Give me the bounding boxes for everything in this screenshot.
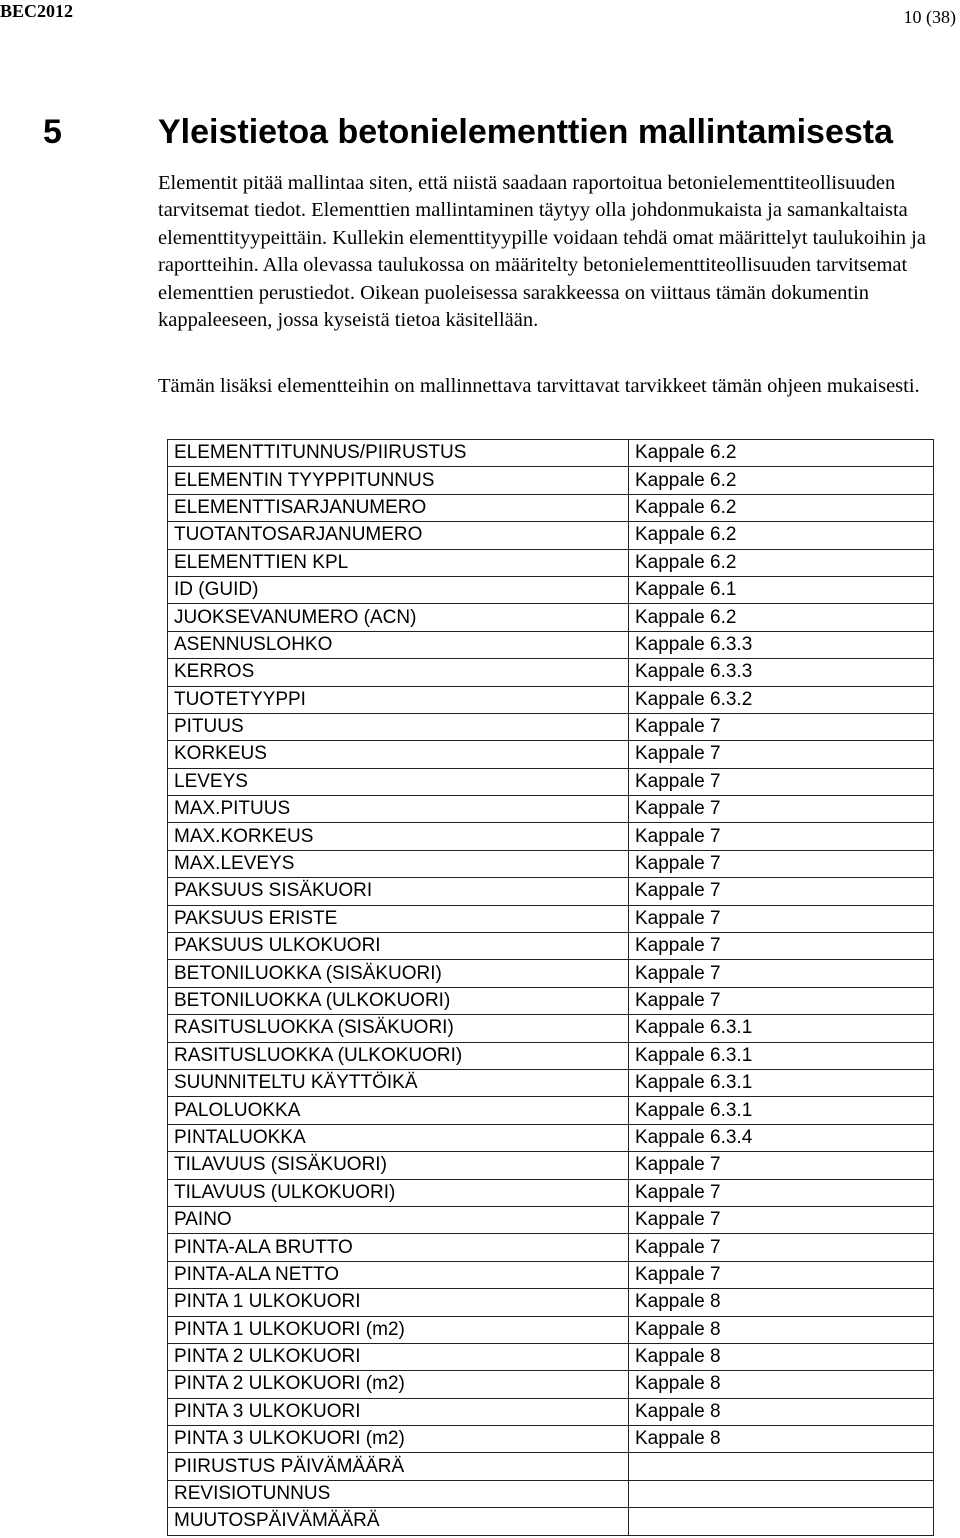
property-name-cell: BETONILUOKKA (ULKOKUORI) (168, 987, 629, 1014)
chapter-reference-cell (629, 1508, 934, 1535)
chapter-reference-cell: Kappale 7 (629, 823, 934, 850)
chapter-reference-cell: Kappale 6.2 (629, 440, 934, 467)
chapter-reference-cell: Kappale 7 (629, 1206, 934, 1233)
chapter-reference-cell: Kappale 7 (629, 933, 934, 960)
chapter-reference-cell: Kappale 8 (629, 1426, 934, 1453)
chapter-reference-cell: Kappale 7 (629, 1152, 934, 1179)
property-name-cell: TILAVUUS (SISÄKUORI) (168, 1152, 629, 1179)
property-name-cell: PAKSUUS ULKOKUORI (168, 933, 629, 960)
table-row (168, 576, 934, 603)
property-name-cell: PINTA 2 ULKOKUORI (168, 1343, 629, 1370)
table-row (168, 1124, 934, 1151)
property-name-cell: JUOKSEVANUMERO (ACN) (168, 604, 629, 631)
property-name-cell: MAX.PITUUS (168, 796, 629, 823)
table-row (168, 522, 934, 549)
table-row (168, 440, 934, 467)
table-row (168, 741, 934, 768)
property-name-cell: PINTALUOKKA (168, 1124, 629, 1151)
table-row (168, 1069, 934, 1096)
table-row (168, 631, 934, 658)
table-row (168, 549, 934, 576)
table-row (168, 686, 934, 713)
property-name-cell: TUOTETYYPPI (168, 686, 629, 713)
table-row (168, 1289, 934, 1316)
property-name-cell: SUUNNITELTU KÄYTTÖIKÄ (168, 1069, 629, 1096)
chapter-reference-cell: Kappale 7 (629, 960, 934, 987)
table-row (168, 1508, 934, 1535)
property-name-cell: PAKSUUS ERISTE (168, 905, 629, 932)
property-name-cell: MAX.KORKEUS (168, 823, 629, 850)
accessories-paragraph: Tämän lisäksi elementteihin on mallinnettava tarvittavat tarvikkeet tämän ohjeen mukaisesti. (158, 375, 920, 397)
property-name-cell: TILAVUUS (ULKOKUORI) (168, 1179, 629, 1206)
table-row (168, 1343, 934, 1370)
table-row (168, 796, 934, 823)
chapter-reference-cell: Kappale 7 (629, 987, 934, 1014)
property-name-cell: PINTA 3 ULKOKUORI (168, 1398, 629, 1425)
chapter-reference-cell: Kappale 7 (629, 768, 934, 795)
property-name-cell: MAX.LEVEYS (168, 850, 629, 877)
table-row (168, 1042, 934, 1069)
chapter-reference-cell: Kappale 6.2 (629, 467, 934, 494)
table-row (168, 960, 934, 987)
table-row (168, 768, 934, 795)
property-name-cell: ASENNUSLOHKO (168, 631, 629, 658)
table-row (168, 878, 934, 905)
property-name-cell: ID (GUID) (168, 576, 629, 603)
property-name-cell: MUUTOSPÄIVÄMÄÄRÄ (168, 1508, 629, 1535)
table-row (168, 1480, 934, 1507)
property-name-cell: KORKEUS (168, 741, 629, 768)
property-name-cell: ELEMENTTIEN KPL (168, 549, 629, 576)
chapter-reference-cell: Kappale 7 (629, 1261, 934, 1288)
property-name-cell: PALOLUOKKA (168, 1097, 629, 1124)
chapter-reference-cell: Kappale 8 (629, 1371, 934, 1398)
table-row (168, 1316, 934, 1343)
property-name-cell: TUOTANTOSARJANUMERO (168, 522, 629, 549)
chapter-reference-cell: Kappale 6.1 (629, 576, 934, 603)
property-name-cell: ELEMENTTITUNNUS/PIIRUSTUS (168, 440, 629, 467)
property-name-cell: LEVEYS (168, 768, 629, 795)
chapter-reference-cell: Kappale 8 (629, 1343, 934, 1370)
table-row (168, 1261, 934, 1288)
table-row (168, 1152, 934, 1179)
chapter-reference-cell: Kappale 6.3.1 (629, 1015, 934, 1042)
property-name-cell: ELEMENTTISARJANUMERO (168, 494, 629, 521)
table-row (168, 850, 934, 877)
chapter-reference-cell: Kappale 8 (629, 1289, 934, 1316)
chapter-reference-cell: Kappale 7 (629, 905, 934, 932)
table-row (168, 1371, 934, 1398)
chapter-reference-cell: Kappale 6.3.1 (629, 1069, 934, 1096)
property-name-cell: PINTA 1 ULKOKUORI (168, 1289, 629, 1316)
chapter-reference-cell: Kappale 7 (629, 741, 934, 768)
property-name-cell: PINTA 3 ULKOKUORI (m2) (168, 1426, 629, 1453)
property-name-cell: PIIRUSTUS PÄIVÄMÄÄRÄ (168, 1453, 629, 1480)
document-code: BEC2012 (0, 1, 74, 21)
property-name-cell: ELEMENTIN TYYPPITUNNUS (168, 467, 629, 494)
chapter-reference-cell: Kappale 6.2 (629, 604, 934, 631)
chapter-reference-cell (629, 1480, 934, 1507)
chapter-reference-cell: Kappale 7 (629, 796, 934, 823)
table-row (168, 905, 934, 932)
property-name-cell: PAKSUUS SISÄKUORI (168, 878, 629, 905)
table-row (168, 1097, 934, 1124)
chapter-reference-cell: Kappale 6.3.3 (629, 659, 934, 686)
property-name-cell: PINTA 1 ULKOKUORI (m2) (168, 1316, 629, 1343)
chapter-reference-cell: Kappale 8 (629, 1398, 934, 1425)
table-row (168, 1453, 934, 1480)
chapter-reference-cell: Kappale 8 (629, 1316, 934, 1343)
chapter-reference-cell: Kappale 6.3.1 (629, 1097, 934, 1124)
chapter-reference-cell: Kappale 6.2 (629, 549, 934, 576)
chapter-reference-cell: Kappale 6.3.3 (629, 631, 934, 658)
property-name-cell: PINTA-ALA BRUTTO (168, 1234, 629, 1261)
table-row (168, 604, 934, 631)
chapter-reference-cell: Kappale 7 (629, 1234, 934, 1261)
property-name-cell: PINTA 2 ULKOKUORI (m2) (168, 1371, 629, 1398)
property-name-cell: RASITUSLUOKKA (ULKOKUORI) (168, 1042, 629, 1069)
property-name-cell: KERROS (168, 659, 629, 686)
chapter-reference-cell (629, 1453, 934, 1480)
chapter-reference-cell: Kappale 6.2 (629, 494, 934, 521)
chapter-reference-cell: Kappale 7 (629, 850, 934, 877)
page-number: 10 (38) (903, 7, 956, 27)
section-title: Yleistietoa betonielementtien mallintamisesta (158, 113, 894, 151)
table-row (168, 1426, 934, 1453)
table-row (168, 933, 934, 960)
property-name-cell: BETONILUOKKA (SISÄKUORI) (168, 960, 629, 987)
table-row (168, 659, 934, 686)
section-number: 5 (43, 113, 62, 151)
property-name-cell: RASITUSLUOKKA (SISÄKUORI) (168, 1015, 629, 1042)
table-row (168, 467, 934, 494)
element-properties-table (167, 439, 934, 1536)
property-name-cell: REVISIOTUNNUS (168, 1480, 629, 1507)
property-name-cell: PITUUS (168, 713, 629, 740)
table-row (168, 823, 934, 850)
chapter-reference-cell: Kappale 6.3.1 (629, 1042, 934, 1069)
table-row (168, 987, 934, 1014)
chapter-reference-cell: Kappale 7 (629, 713, 934, 740)
table-row (168, 1015, 934, 1042)
table-row (168, 713, 934, 740)
chapter-reference-cell: Kappale 6.3.4 (629, 1124, 934, 1151)
table-row (168, 1179, 934, 1206)
chapter-reference-cell: Kappale 6.2 (629, 522, 934, 549)
property-name-cell: PINTA-ALA NETTO (168, 1261, 629, 1288)
table-row (168, 494, 934, 521)
intro-paragraph: Elementit pitää mallintaa siten, että niistä saadaan raportoitua betonielementtiteollisuuden tarvitsemat tiedot. Elementtien mallintaminen täytyy olla johdonmukaista ja samankaltaista elementtityypeittäin. Kullekin elementtityypille voidaan tehdä omat määrittelyt taulukoihin ja raportteihin. Alla olevassa taulukossa on määritelty betonielementtiteollisuuden tarvitsemat elementtien perustiedot. Oikean puoleisessa sarakkeessa on viittaus tämän dokumentin kappaleeseen, jossa kyseistä tietoa käsitellään. (158, 172, 926, 332)
table-row (168, 1234, 934, 1261)
chapter-reference-cell: Kappale 7 (629, 878, 934, 905)
table-row (168, 1206, 934, 1233)
chapter-reference-cell: Kappale 7 (629, 1179, 934, 1206)
chapter-reference-cell: Kappale 6.3.2 (629, 686, 934, 713)
table-row (168, 1398, 934, 1425)
property-name-cell: PAINO (168, 1206, 629, 1233)
